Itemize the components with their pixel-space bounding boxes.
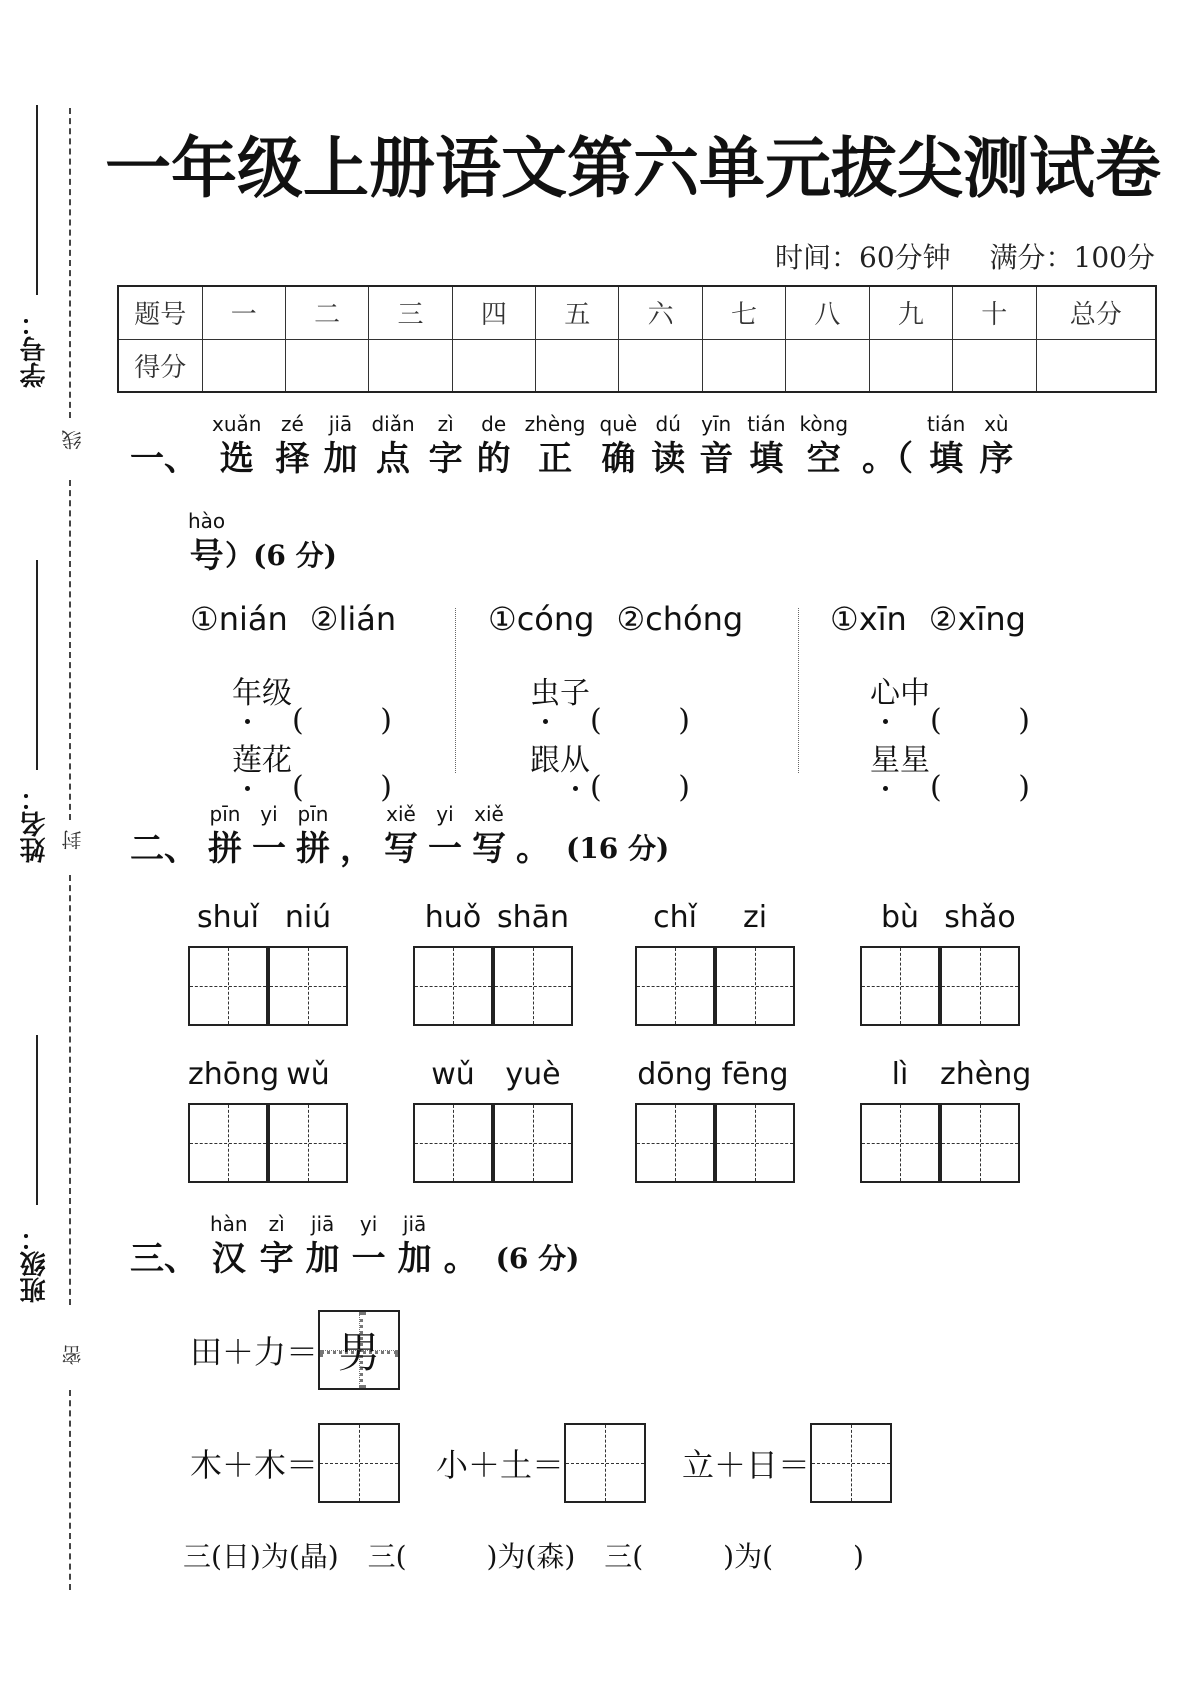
writing-grid-cell[interactable] (940, 946, 1020, 1026)
heading-char: 一、 (130, 439, 198, 479)
q3-equations (190, 1423, 892, 1503)
student-number-input-line[interactable] (36, 105, 38, 295)
heading-char: zì 字 (259, 1212, 294, 1279)
q2-heading (130, 800, 669, 870)
writing-grid-cell[interactable] (188, 1103, 268, 1183)
seal-mark-seal: 封 (61, 830, 85, 850)
class-label: 班级： (20, 1225, 50, 1303)
exam-time: 时间：60分钟 (775, 241, 951, 274)
writing-grid-cell[interactable] (860, 946, 940, 1026)
class-input-line[interactable] (36, 1035, 38, 1205)
score-table-col: 五 (536, 286, 619, 339)
heading-char: 。 (443, 1239, 478, 1279)
answer-box[interactable] (810, 1423, 892, 1503)
heading-char: tián 填 (747, 412, 786, 479)
q1-item: 莲花 (232, 735, 392, 779)
cut-line-dashed (69, 875, 71, 1305)
writing-grid-cell[interactable] (188, 946, 268, 1026)
q2-item: huǒ shān (413, 900, 573, 1026)
score-cell[interactable] (285, 339, 368, 392)
score-table-col: 九 (869, 286, 952, 339)
heading-char: 二、 (130, 829, 198, 869)
answer-box[interactable] (564, 1423, 646, 1503)
heading-char: dú 读 (651, 412, 686, 479)
heading-char: kòng 空 (799, 412, 849, 479)
score-table-score-row (118, 339, 1156, 392)
heading-char: xiě 写 (384, 802, 418, 869)
heading-char: jiā 加 (323, 412, 358, 479)
q2-item: bù shǎo (860, 900, 1020, 1026)
exam-meta (775, 236, 1155, 276)
q3-heading (130, 1210, 579, 1280)
q1-heading (130, 410, 1027, 480)
page-title: 一年级上册语文第六单元拔尖测试卷 (105, 129, 1161, 207)
writing-grid-cell[interactable] (268, 1103, 348, 1183)
writing-grid-cell[interactable] (413, 1103, 493, 1183)
q2-item: shuǐ niú (188, 900, 348, 1026)
writing-grid-cell[interactable] (493, 1103, 573, 1183)
score-cell[interactable] (202, 339, 285, 392)
heading-char: pīn 拼 (296, 802, 330, 869)
answer-box-example: 男 (318, 1310, 400, 1390)
heading-char: 。（ (862, 439, 914, 479)
q3-score: (6 分) (495, 1242, 580, 1275)
score-cell[interactable] (953, 339, 1036, 392)
heading-char: yi 一 (252, 802, 286, 869)
writing-grid-cell[interactable] (860, 1103, 940, 1183)
score-cell-total[interactable] (1036, 339, 1156, 392)
score-cell[interactable] (702, 339, 785, 392)
q2-item: chǐ zi (635, 900, 795, 1026)
score-table-col: 八 (786, 286, 869, 339)
score-table-col: 四 (452, 286, 535, 339)
heading-char: zì 字 (428, 412, 463, 479)
heading-char: yīn 音 (699, 412, 734, 479)
writing-grid-cell[interactable] (715, 1103, 795, 1183)
score-cell[interactable] (786, 339, 869, 392)
writing-grid-cell[interactable] (635, 1103, 715, 1183)
score-cell[interactable] (869, 339, 952, 392)
score-table-row-label: 题号 (118, 286, 202, 339)
heading-char: diǎn 点 (371, 412, 415, 479)
heading-char: jiā 加 (305, 1212, 340, 1279)
q1-item: 星星 (870, 735, 1030, 779)
student-number-field (8, 105, 48, 395)
cut-line-dashed (69, 1390, 71, 1590)
heading-char: què 确 (599, 412, 638, 479)
writing-grid-cell[interactable] (940, 1103, 1020, 1183)
score-table-header-row (118, 286, 1156, 339)
heading-char: tián 填 (927, 412, 966, 479)
name-field (8, 560, 48, 890)
q1-score: ）(6 分) (225, 539, 337, 572)
writing-grid-cell[interactable] (635, 946, 715, 1026)
cut-line-dashed (69, 480, 71, 820)
q3-equation: 立＋日＝ (682, 1423, 892, 1503)
q2-item: zhōng wǔ (188, 1057, 348, 1183)
q1-heading-cont: hào 号 ）(6 分) (188, 509, 337, 576)
heading-char: yi 一 (351, 1212, 386, 1279)
score-table-col: 三 (369, 286, 452, 339)
writing-grid-cell[interactable] (413, 946, 493, 1026)
q1-divider (455, 608, 456, 773)
score-cell[interactable] (619, 339, 702, 392)
q1-group-1-options: ①nián ②lián (190, 600, 397, 638)
q1-item: 虫子 (530, 668, 690, 712)
q3-equation: 木＋木＝ (190, 1423, 400, 1503)
score-table-col: 二 (285, 286, 368, 339)
q3-example: 田＋力＝ 男 (190, 1310, 400, 1390)
heading-char: hàn 汉 (210, 1212, 248, 1279)
binding-margin (0, 0, 100, 1684)
writing-grid-cell[interactable] (715, 946, 795, 1026)
heading-char: yi 一 (428, 802, 462, 869)
heading-char: jiā 加 (397, 1212, 432, 1279)
class-field (8, 1035, 48, 1355)
heading-char: 三、 (130, 1239, 198, 1279)
name-input-line[interactable] (36, 560, 38, 770)
seal-mark-secret: 密 (61, 1345, 85, 1365)
cut-line-dashed (69, 108, 71, 418)
heading-char: ， (340, 829, 374, 869)
q1-item: 跟从 (530, 735, 690, 779)
q1-group-2-options: ①cóng ②chóng (488, 600, 744, 638)
score-table-col: 七 (702, 286, 785, 339)
q1-divider (798, 608, 799, 773)
heading-char: 。 (516, 829, 550, 869)
answer-box[interactable] (318, 1423, 400, 1503)
student-number-label: 学号： (20, 310, 50, 388)
score-table (117, 285, 1157, 393)
q3-sentence: 三(日)为(晶) 三( )为(森) 三( )为( ) (183, 1540, 864, 1573)
q1-item: 年级 (232, 668, 392, 712)
score-table-col: 六 (619, 286, 702, 339)
heading-char: zé 择 (275, 412, 310, 479)
q1-group-3-options: ①xīn ②xīng (830, 600, 1026, 638)
heading-char: zhèng 正 (524, 412, 586, 479)
heading-char: xiě 写 (472, 802, 506, 869)
q2-item: dōng fēng (635, 1057, 795, 1183)
q1-heading-line (130, 410, 1027, 480)
score-table-col-total: 总分 (1036, 286, 1156, 339)
q2-score: (16 分) (566, 832, 670, 865)
q2-item: lì zhèng (860, 1057, 1020, 1183)
score-cell[interactable] (536, 339, 619, 392)
seal-mark-line: 线 (61, 430, 85, 450)
score-cell[interactable] (452, 339, 535, 392)
score-cell[interactable] (369, 339, 452, 392)
heading-char: de 的 (476, 412, 511, 479)
heading-char: pīn 拼 (208, 802, 242, 869)
q2-item: wǔ yuè (413, 1057, 573, 1183)
heading-char: xuǎn 选 (212, 412, 262, 479)
exam-full-score: 满分：100分 (989, 241, 1155, 274)
score-table-col: 一 (202, 286, 285, 339)
q3-equation: 小＋土＝ (436, 1423, 646, 1503)
writing-grid-cell[interactable] (493, 946, 573, 1026)
q1-item: 心中 (870, 668, 1030, 712)
name-label: 姓名： (20, 785, 50, 863)
writing-grid-cell[interactable] (268, 946, 348, 1026)
score-table-row-label: 得分 (118, 339, 202, 392)
score-table-col: 十 (953, 286, 1036, 339)
heading-char: xù 序 (979, 412, 1014, 479)
